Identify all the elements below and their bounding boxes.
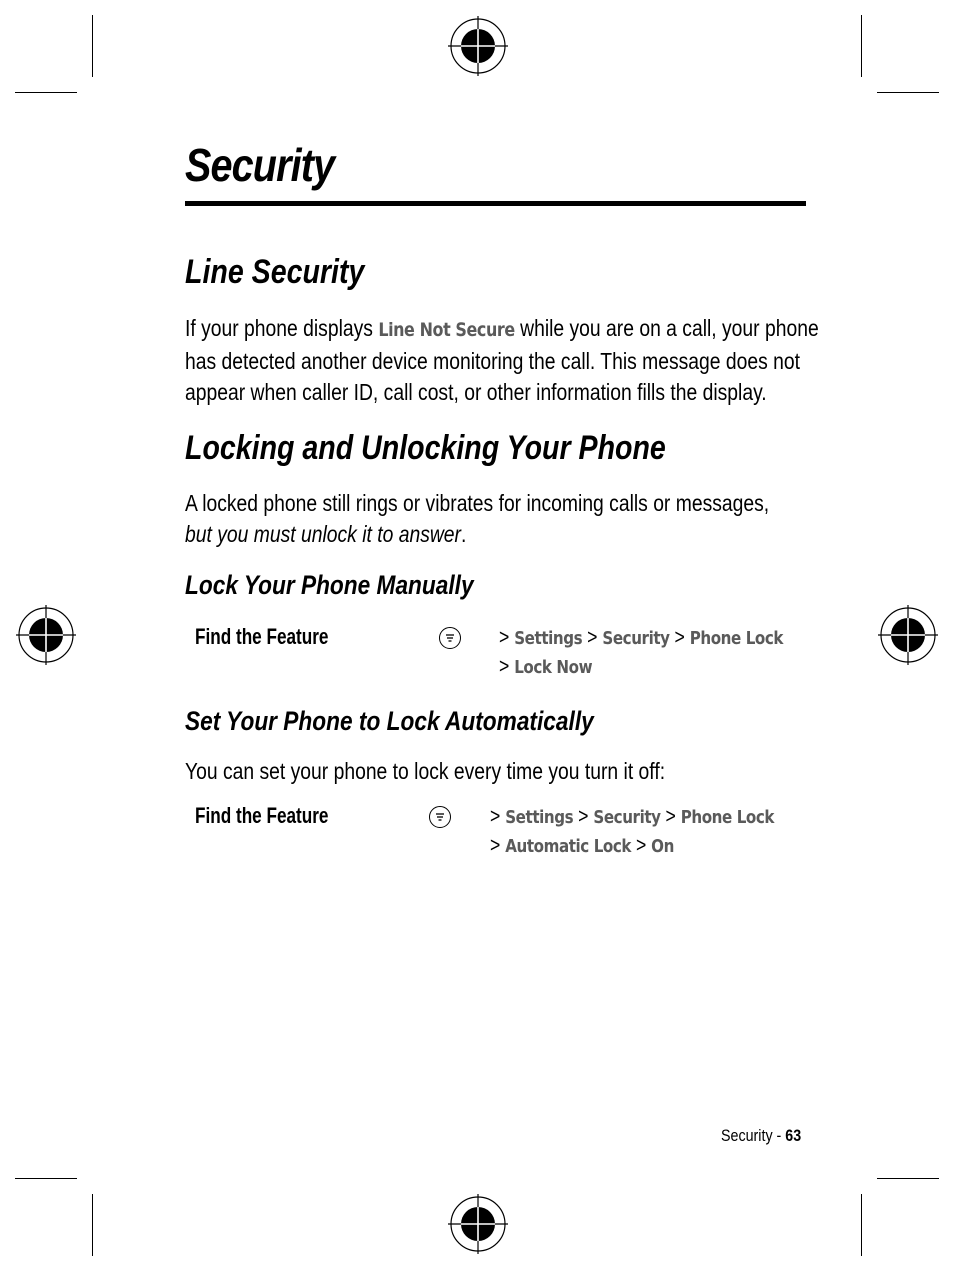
menu-item-settings: Settings	[505, 807, 574, 828]
lock-auto-paragraph: You can set your phone to lock every time you turn it off:	[185, 758, 666, 784]
crop-mark	[15, 1178, 77, 1179]
title-rule	[185, 201, 806, 206]
path-line	[490, 832, 774, 861]
menu-path	[499, 624, 783, 682]
menu-lines-icon	[445, 633, 455, 643]
paragraph-line	[185, 519, 769, 550]
page-title: Security	[185, 139, 335, 191]
registration-mark-icon	[14, 603, 78, 667]
path-line	[490, 803, 774, 832]
locking-heading: Locking and Unlocking Your Phone	[185, 429, 666, 467]
menu-item-on: On	[651, 836, 674, 857]
path-line	[499, 624, 783, 653]
text-segment: .	[460, 521, 467, 547]
crop-mark	[92, 1194, 93, 1256]
footer-separator: -	[772, 1126, 786, 1145]
menu-item-lock-now: Lock Now	[514, 657, 593, 678]
registration-mark-icon	[446, 14, 510, 78]
paragraph-line: appear when caller ID, call cost, or other information fills the display.	[185, 379, 767, 405]
path-separator: >	[674, 626, 685, 649]
crop-mark	[15, 92, 77, 93]
menu-key-icon	[429, 806, 451, 828]
path-separator: >	[499, 626, 510, 649]
path-separator: >	[490, 834, 501, 857]
registration-mark-icon	[446, 1192, 510, 1256]
lock-auto-heading: Set Your Phone to Lock Automatically	[185, 706, 594, 736]
lock-manually-heading: Lock Your Phone Manually	[185, 570, 474, 600]
crop-mark	[877, 1178, 939, 1179]
menu-lines-icon	[435, 812, 445, 822]
path-separator: >	[587, 626, 598, 649]
paragraph-line: has detected another device monitoring the call. This message does not	[185, 348, 801, 374]
path-separator: >	[665, 805, 676, 828]
menu-path	[490, 803, 774, 861]
crop-mark	[861, 15, 862, 77]
find-the-feature-label: Find the Feature	[195, 624, 329, 649]
path-separator: >	[635, 834, 647, 857]
registration-mark-icon	[876, 603, 940, 667]
crop-mark	[877, 92, 939, 93]
line-security-heading: Line Security	[185, 253, 365, 291]
locking-paragraph	[185, 488, 769, 550]
menu-item-phone-lock: Phone Lock	[680, 807, 775, 828]
menu-item-automatic-lock: Automatic Lock	[505, 836, 632, 857]
footer-section: Security	[721, 1126, 773, 1145]
emphasis-text: but you must unlock it to answer	[185, 521, 461, 547]
paragraph-line	[185, 313, 819, 346]
crop-mark	[92, 15, 93, 77]
find-the-feature-label: Find the Feature	[195, 803, 329, 828]
path-line	[499, 653, 783, 682]
path-separator: >	[490, 805, 501, 828]
paragraph-line: A locked phone still rings or vibrates for incoming calls or messages,	[185, 490, 770, 516]
crop-mark	[861, 1194, 862, 1256]
path-separator: >	[578, 805, 589, 828]
menu-item-security: Security	[602, 628, 670, 649]
text-segment: while you are on a call, your phone	[514, 315, 819, 341]
menu-item-phone-lock: Phone Lock	[689, 628, 784, 649]
page-number: 63	[785, 1126, 802, 1145]
path-separator: >	[499, 655, 510, 678]
line-security-paragraph	[185, 313, 819, 408]
display-text-line-not-secure: Line Not Secure	[378, 319, 515, 341]
menu-item-settings: Settings	[514, 628, 583, 649]
menu-key-icon	[439, 627, 461, 649]
page-footer	[721, 1126, 801, 1146]
menu-item-security: Security	[593, 807, 661, 828]
text-segment: If your phone displays	[185, 315, 379, 341]
